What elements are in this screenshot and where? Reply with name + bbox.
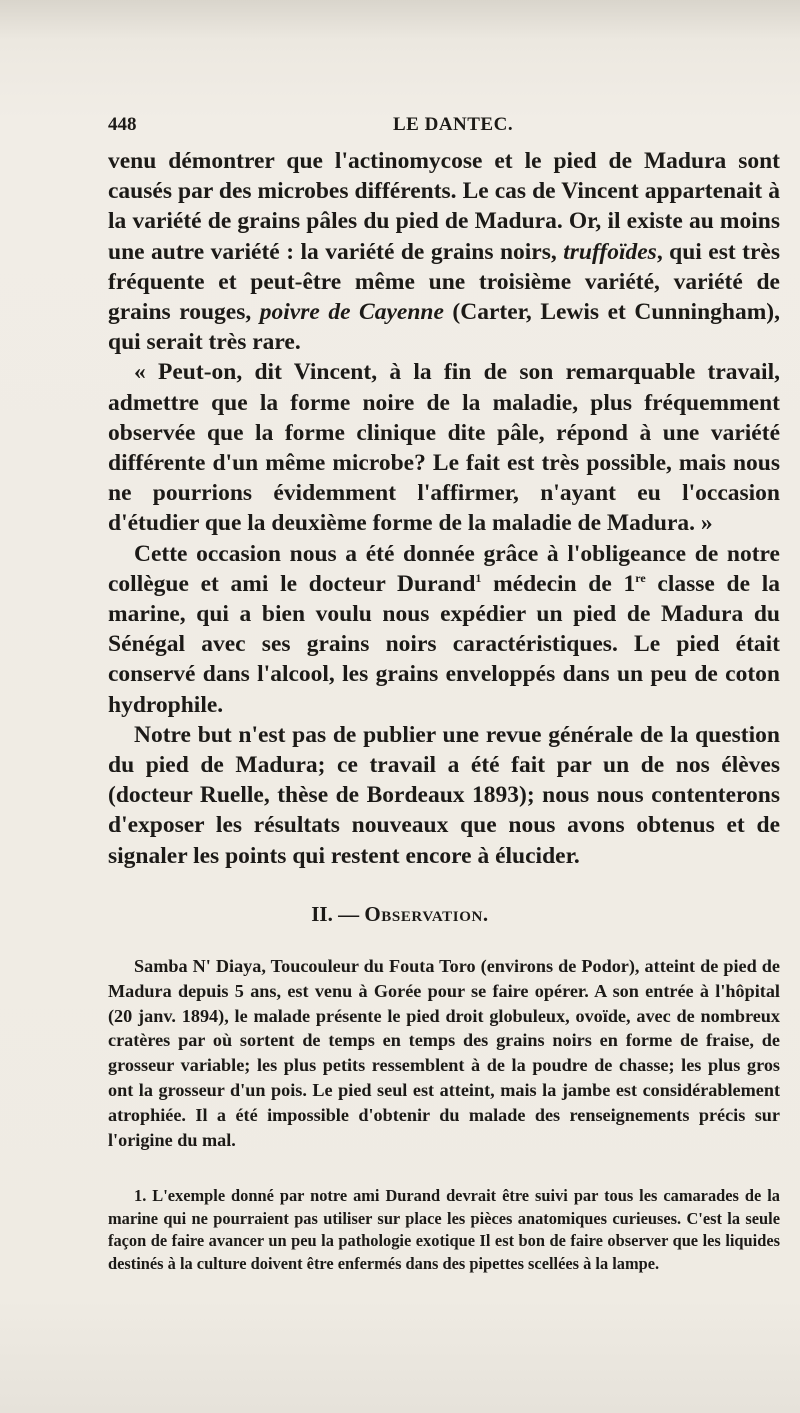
footnote-reference: 1 [475,571,482,586]
paragraph-3-text-a: Cette occasion nous a été donnée grâce à l'obligeance de notre collègue et ami le docteur Durand [108,540,780,597]
section-title: Observation. [364,902,489,926]
footnote [108,1185,780,1275]
observation-block [108,954,780,1152]
paragraph-3-text-c: classe de la marine, qui a bien voulu nous expédier un pied de Madura du Sénégal avec ses grains noirs caractéristiques. Le pied était conservé dans l'alcool, les grains enveloppés dans un peu de coton hydrophile. [108,570,780,718]
paragraph-3-text-b: médecin de 1 [481,570,636,597]
paragraph-3 [108,539,780,720]
running-header [108,114,780,144]
section-heading [0,902,800,927]
observation-text: Samba N' Diaya, Toucouleur du Fouta Toro (environs de Podor), atteint de pied de Madura depuis 5 ans, est venu à Gorée pour se faire opérer. A son entrée à l'hôpital (20 janv. 1894), le malade présente le pied droit globuleux, ovoïde, avec de nombreux cratères par où sortent de temps en temps des grains noirs en forme de fraise, de grosseur variable; les plus petits ressemblent à de la poudre de chasse; les plus gros ont la grosseur d'un pois. Le pied seul est atteint, mais la jambe est considérablement atrophiée. Il a été impossible d'obtenir du malade des renseignements précis sur l'origine du mal. [108,956,780,1150]
paragraph-1-text-c: , qui est très fréquente et peut-être même une troisième variété, variété de grains rouges, [108,238,780,326]
italic-truffoides: truffoïdes [563,238,657,265]
paragraph-1-text-e: (Carter, Lewis et Cunningham), qui serait très rare. [108,299,781,356]
paragraph-2: « Peut-on, dit Vincent, à la fin de son remarquable travail, admettre que la forme noire de la maladie, plus fréquemment observée que la forme clinique dite pâle, répond à une variété différente d'un même microbe? Le fait est très possible, mais nous ne pourrions évidemment l'affirmer, n'ayant eu l'occasion d'étudier que la deuxième forme de la maladie de Madura. » [108,359,780,537]
running-title: LE DANTEC. [393,114,514,135]
paragraph-4: Notre but n'est pas de publier une revue générale de la question du pied de Madura; ce travail a été fait par un de nos élèves (docteur Ruelle, thèse de Bordeaux 1893); nous nous contenterons d'exposer les résultats nouveaux que nous avons obtenus et de signaler les points qui restent encore à élucider. [108,721,780,869]
paragraph-1 [108,146,780,357]
section-numeral: II. — [311,902,360,926]
ordinal-suffix: re [635,571,646,586]
main-text [108,146,780,871]
italic-poivre-de-cayenne: poivre de Cayenne [259,299,444,326]
footnote-text: 1. L'exemple donné par notre ami Durand devrait être suivi par tous les camarades de la marine qui ne pourraient pas utiliser sur place les pièces anatomiques curieuses. C'est la seule façon de faire avancer un peu la pathologie exotique Il est bon de faire observer que les liquides destinés à la culture doivent être enfermés dans des pipettes scellées à la lampe. [108,1186,780,1273]
paragraph-1-text-a: venu démontrer que l'actinomycose et le pied de Madura sont causés par des microbes différents. Le cas de Vincent appartenait à la variété de grains pâles du pied de Madura. Or, il existe au moins une autre variété : la variété de grains noirs, [108,148,780,265]
page-number: 448 [108,114,137,135]
